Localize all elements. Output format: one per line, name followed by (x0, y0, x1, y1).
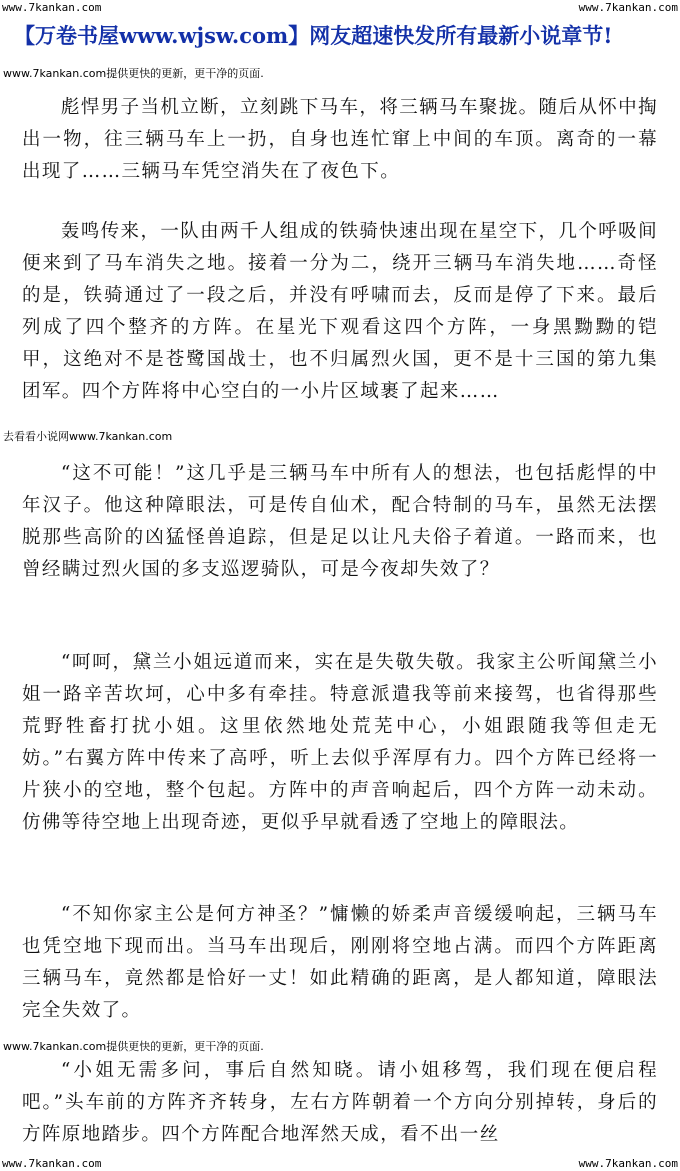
site-watermark-top-left: www.7kankan.com (2, 1, 102, 14)
site-watermark-bottom-right: www.7kankan.com (578, 1157, 678, 1170)
paragraph: 轰鸣传来，一队由两千人组成的铁骑快速出现在星空下，几个呼吸间便来到了马车消失之地。接着一分为二，绕开三辆马车消失地……奇怪的是，铁骑通过了一段之后，并没有呼啸而去，反而是停了下来。最后列成了四个整齐的方阵。在星光下观看这四个方阵，一身黑黝黝的铠甲，这绝对不是苍鹭国战士，也不归属烈火国，更不是十三国的第九集团军。四个方阵将中心空白的一小片区域裹了起来…… (22, 221, 658, 402)
paragraph: 彪悍男子当机立断，立刻跳下马车，将三辆马车聚拢。随后从怀中掏出一物，往三辆马车上一扔，自身也连忙窜上中间的车顶。离奇的一幕出现了……三辆马车凭空消失在了夜色下。 (22, 97, 658, 182)
header-banner: 【万卷书屋www.wjsw.com】网友超速快发所有最新小说章节! (14, 23, 613, 48)
site-note: www.7kankan.com提供更快的更新，更干净的页面. (3, 67, 264, 80)
paragraph: “小姐无需多问，事后自然知晓。请小姐移驾，我们现在便启程吧。”头车前的方阵齐齐转身，左右方阵朝着一个方向分别掉转，身后的方阵原地踏步。四个方阵配合地浑然天成，看不出一丝 (22, 1060, 658, 1145)
site-watermark-top-right: www.7kankan.com (578, 1, 678, 14)
paragraph: “不知你家主公是何方神圣？”慵懒的娇柔声音缓缓响起，三辆马车也凭空地下现而出。当马车出现后，刚刚将空地占满。而四个方阵距离三辆马车，竟然都是恰好一丈！如此精确的距离，是人都知道，障眼法完全失效了。 (22, 904, 658, 1021)
site-watermark-bottom-left: www.7kankan.com (2, 1157, 102, 1170)
site-note: 去看看小说网www.7kankan.com (3, 430, 173, 443)
paragraph: “呵呵，黛兰小姐远道而来，实在是失敬失敬。我家主公听闻黛兰小姐一路辛苦坎坷，心中多有牵挂。特意派遣我等前来接驾，也省得那些荒野牲畜打扰小姐。这里依然地处荒芜中心，小姐跟随我等但走无妨。”右翼方阵中传来了高呼，听上去似乎浑厚有力。四个方阵已经将一片狭小的空地，整个包起。方阵中的声音响起后，四个方阵一动未动。仿佛等待空地上出现奇迹，更似乎早就看透了空地上的障眼法。 (22, 652, 658, 833)
site-note: www.7kankan.com提供更快的更新，更干净的页面. (3, 1040, 264, 1053)
paragraph: “这不可能！”这几乎是三辆马车中所有人的想法，也包括彪悍的中年汉子。他这种障眼法，可是传自仙术，配合特制的马车，虽然无法摆脱那些高阶的凶猛怪兽追踪，但是足以让凡夫俗子着道。一路而来，也曾经瞒过烈火国的多支巡逻骑队，可是今夜却失效了？ (22, 463, 658, 580)
